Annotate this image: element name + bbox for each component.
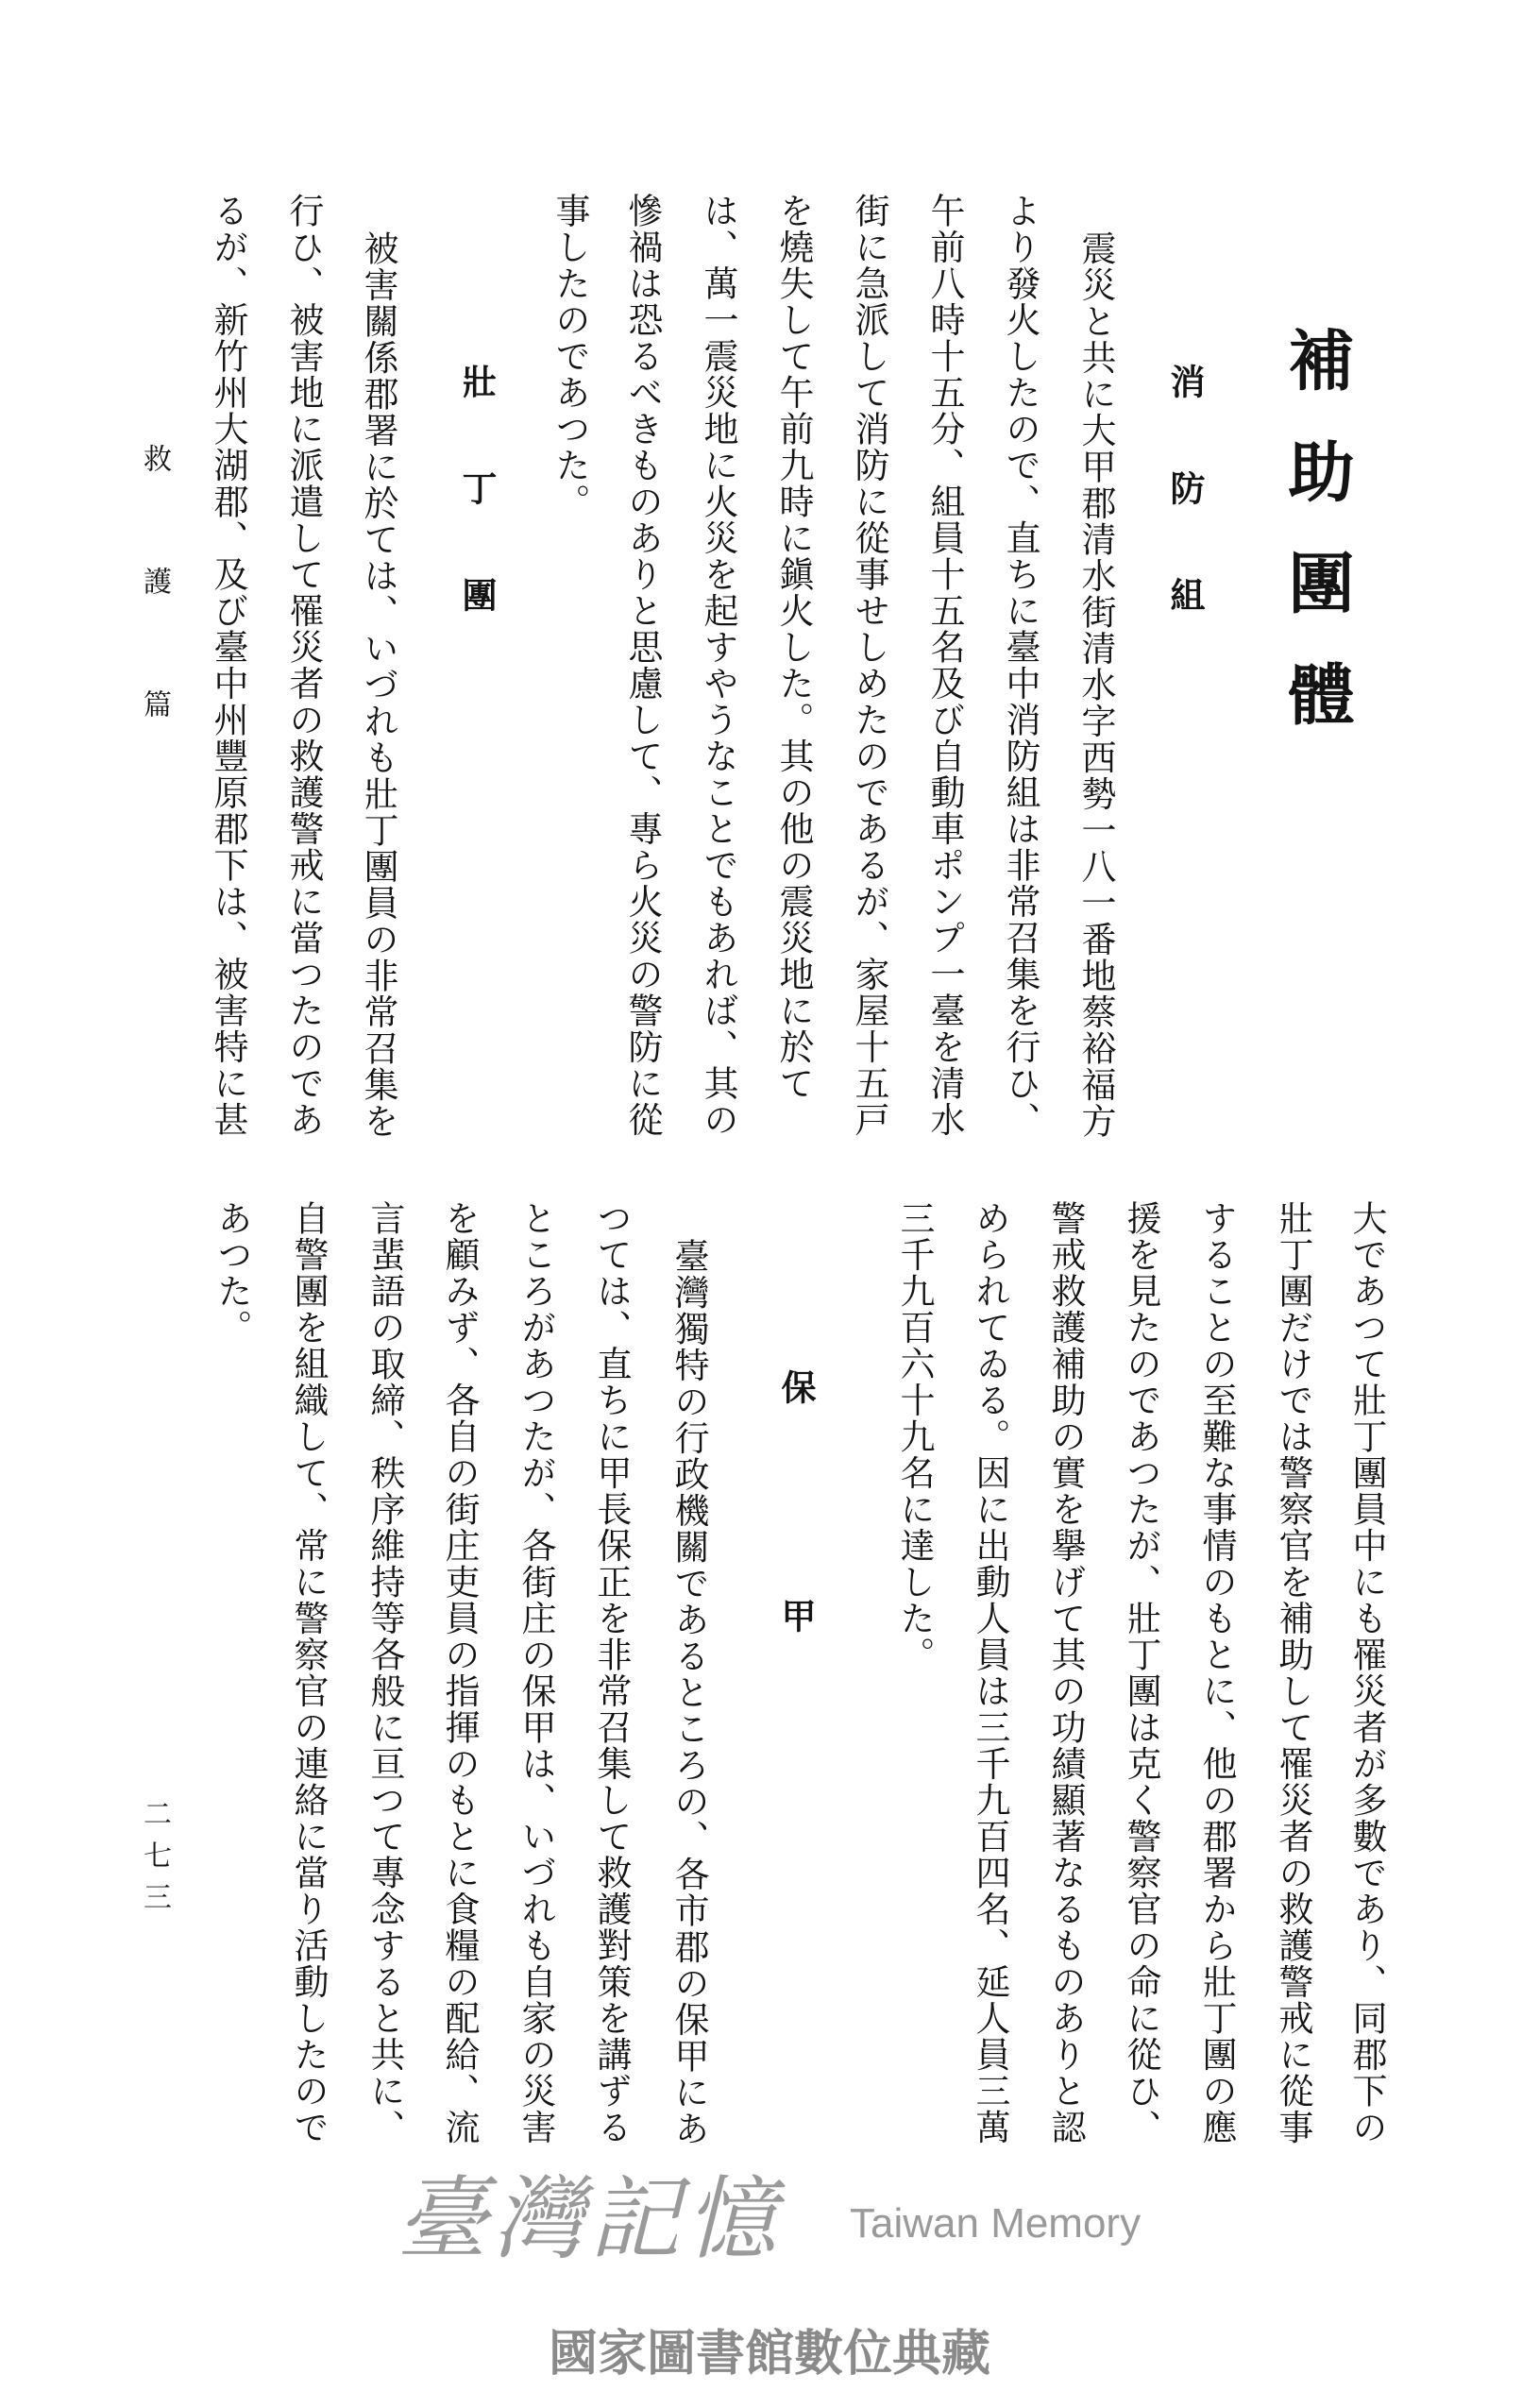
taiwan-memory-logo-watermark: 臺灣記憶 [397, 2166, 782, 2272]
text-line: 援を見たのであつたが、壯丁團は克く警察官の命に從ひ、 [1121, 1200, 1161, 2145]
library-watermark: 國家圖書館數位典藏 [548, 2326, 990, 2383]
page-title: 補助團體 [1277, 326, 1356, 772]
text-line: 自警團を組織して、常に警察官の連絡に當り活動したので [288, 1200, 329, 2145]
text-line: つては、直ちに甲長保正を非常召集して救護對策を講ずる [591, 1200, 632, 2145]
page-number: 二七三 [138, 1799, 171, 1924]
text-line: 壯丁團だけでは警察官を補助して罹災者の救護警戒に從事 [1273, 1200, 1313, 2145]
text-line: められてゐる。因に出動人員は三千九百四名、延人員三萬 [970, 1200, 1010, 2145]
text-line: することの至難な事情のもとに、他の郡署から壯丁團の應 [1196, 1200, 1237, 2145]
text-line: は、萬一震災地に火災を起すやうなことでもあれば、其の [698, 193, 738, 1138]
heading-hoko: 保甲 [775, 1369, 817, 1826]
text-line: 被害關係郡署に於ては、いづれも壯丁團員の非常召集を [358, 230, 398, 1140]
text-line: 事したのであつた。 [550, 193, 590, 520]
text-line: あつた。 [211, 1200, 252, 1346]
heading-fire-brigade: 消防組 [1164, 364, 1206, 684]
section-name-footer: 救護篇 [138, 444, 171, 812]
text-line: 臺灣獨特の行政機關であるところの、各市郡の保甲にあ [668, 1238, 709, 2147]
text-line: より發火したので、直ちに臺中消防組は非常召集を行ひ、 [1000, 193, 1040, 1138]
text-line: るが、新竹州大湖郡、及び臺中州豐原郡下は、被害特に甚 [208, 193, 248, 1138]
text-line: 三千九百六十九名に達した。 [894, 1200, 935, 1673]
text-line: 午前八時十五分、組員十五名及び自動車ポンプ一臺を清水 [924, 193, 965, 1138]
text-line: 慘禍は恐るべきものありと思慮して、專ら火災の警防に從 [622, 193, 663, 1138]
text-line: 行ひ、被害地に派遣して罹災者の救護警戒に當つたのであ [283, 193, 324, 1138]
heading-youth-corps: 壯丁團 [456, 364, 498, 684]
taiwan-memory-logo-text: Taiwan Memory [850, 2200, 1142, 2247]
text-line: 街に急派して消防に從事せしめたのであるが、家屋十五戸 [849, 193, 889, 1138]
text-line: を顧みず、各自の街庄吏員の指揮のもとに食糧の配給、流 [439, 1200, 480, 2145]
text-line: 大であつて壯丁團員中にも罹災者が多數であり、同郡下の [1346, 1200, 1387, 2145]
text-line: 警戒救護補助の實を擧げて其の功績顯著なるものありと認 [1045, 1200, 1086, 2145]
text-line: を燒失して午前九時に鎭火した。其の他の震災地に於て [773, 193, 814, 1102]
text-line: 震災と共に大甲郡清水街清水字西勢一八一番地蔡裕福方 [1075, 230, 1116, 1140]
text-line: 言蜚語の取締、秩序維持等各般に亘つて專念すると共に、 [364, 1200, 405, 2145]
text-line: ところがあつたが、各街庄の保甲は、いづれも自家の災害 [516, 1200, 556, 2145]
